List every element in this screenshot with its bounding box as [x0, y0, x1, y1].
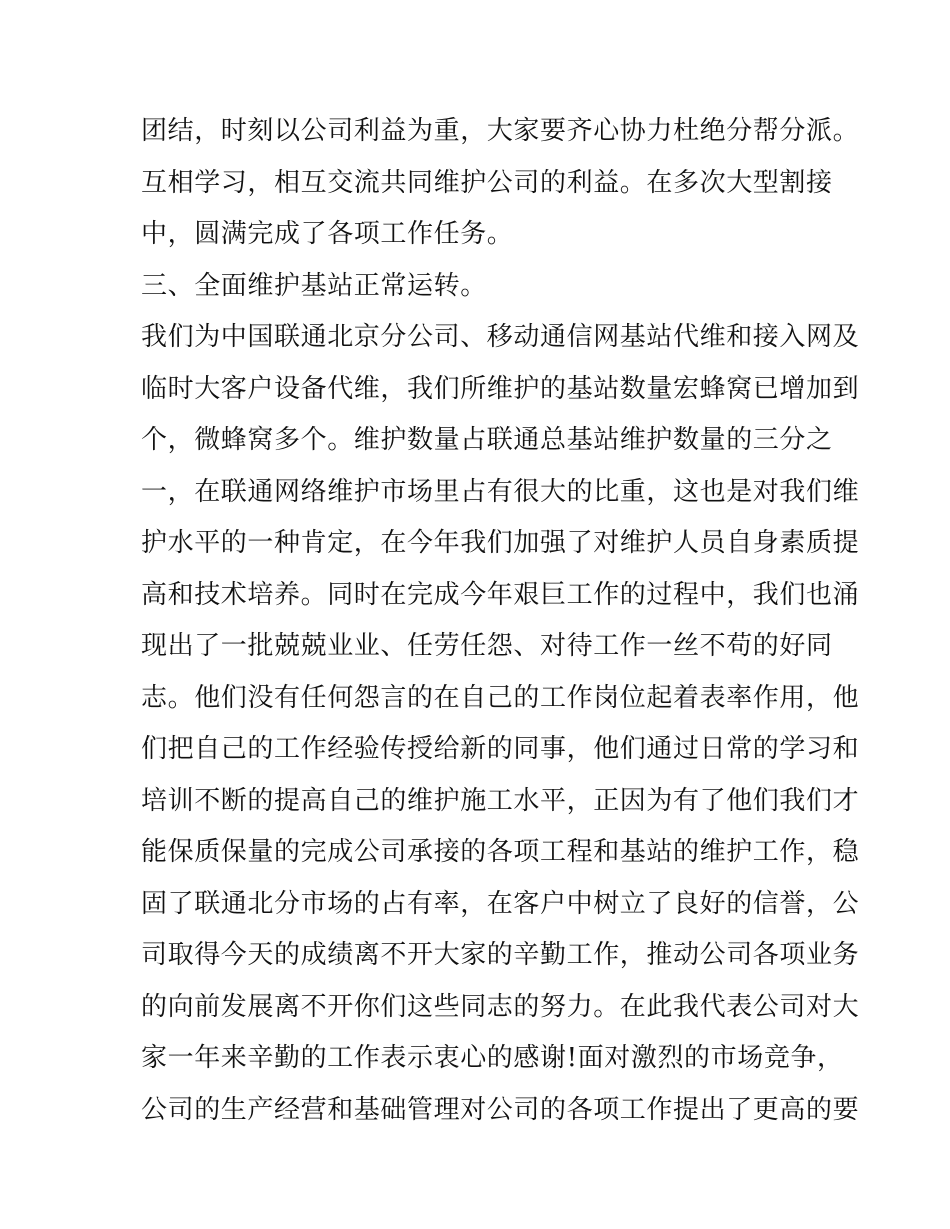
text-line: 司取得今天的成绩离不开大家的辛勤工作，推动公司各项业务 — [141, 940, 860, 970]
text-line: 现出了一批兢兢业业、任劳任怨、对待工作一丝不苟的好同 — [141, 631, 833, 661]
text-line: 的向前发展离不开你们这些同志的努力。在此我代表公司对大 — [141, 991, 860, 1022]
text-line: 公司的生产经营和基础管理对公司的各项工作提出了更高的要 — [141, 1094, 860, 1125]
text-line: 家一年来辛勤的工作表示衷心的感谢!面对激烈的市场竞争， — [141, 1043, 844, 1073]
text-line: 护水平的一种肯定，在今年我们加强了对维护人员自身素质提 — [141, 528, 860, 558]
text-line: 我们为中国联通北京分公司、移动通信网基站代维和接入网及 — [141, 322, 860, 352]
text-line: 临时大客户设备代维，我们所维护的基站数量宏蜂窝已增加到 — [141, 373, 860, 404]
text-line: 能保质保量的完成公司承接的各项工程和基站的维护工作，稳 — [141, 837, 860, 867]
text-line: 志。他们没有任何怨言的在自己的工作岗位起着表率作用，他 — [141, 682, 860, 713]
text-line: 们把自己的工作经验传授给新的同事，他们通过日常的学习和 — [141, 734, 860, 764]
text-line: 高和技术培养。同时在完成今年艰巨工作的过程中，我们也涌 — [141, 579, 860, 610]
text-line: 团结，时刻以公司利益为重，大家要齐心协力杜绝分帮分派。 — [141, 116, 860, 146]
text-line: 固了联通北分市场的占有率，在客户中树立了良好的信誉，公 — [141, 888, 860, 919]
text-line: 一，在联通网络维护市场里占有很大的比重，这也是对我们维 — [141, 476, 860, 507]
text-line: 中，圆满完成了各项工作任务。 — [141, 219, 514, 249]
body-text — [141, 106, 860, 1136]
section-heading: 三、全面维护基站正常运转。 — [141, 270, 487, 301]
text-line: 个，微蜂窝多个。维护数量占联通总基站维护数量的三分之 — [141, 425, 833, 455]
text-line: 互相学习，相互交流共同维护公司的利益。在多次大型割接 — [141, 167, 833, 198]
text-line: 培训不断的提高自己的维护施工水平，正因为有了他们我们才 — [141, 785, 860, 816]
